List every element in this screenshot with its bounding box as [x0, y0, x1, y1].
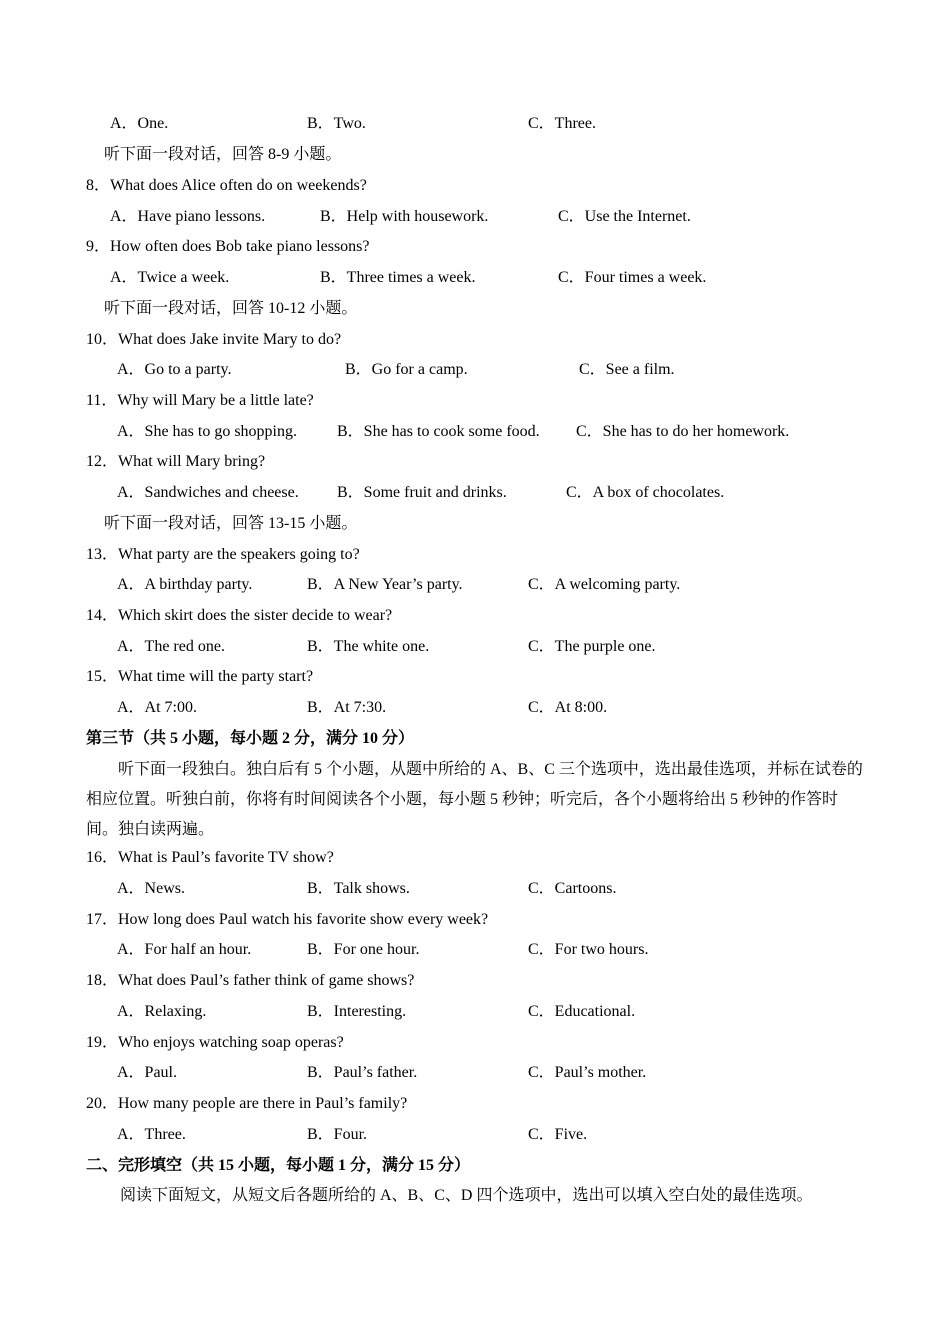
q9-option-b: B．Three times a week.	[320, 269, 476, 286]
part-2-instructions: 阅读下面短文，从短文后各题所给的 A、B、C、D 四个选项中，选出可以填入空白处的最佳选项。	[120, 1187, 813, 1204]
q18-option-a: A．Relaxing.	[117, 1003, 207, 1020]
question-14: 14．Which skirt does the sister decide to wear?	[86, 607, 393, 624]
q11-option-c: C．She has to do her homework.	[576, 423, 790, 440]
q10-option-a: A．Go to a party.	[117, 361, 232, 378]
question-13: 13．What party are the speakers going to?	[86, 546, 360, 563]
q13-option-b: B．A New Year’s party.	[307, 576, 463, 593]
q19-option-c: C．Paul’s mother.	[528, 1064, 647, 1081]
q20-option-b: B．Four.	[307, 1126, 368, 1143]
q12-option-a: A．Sandwiches and cheese.	[117, 484, 299, 501]
q17-option-a: A．For half an hour.	[117, 941, 252, 958]
q19-option-a: A．Paul.	[117, 1064, 178, 1081]
q13-option-c: C．A welcoming party.	[528, 576, 681, 593]
q18-option-b: B．Interesting.	[307, 1003, 407, 1020]
q15-option-b: B．At 7:30.	[307, 699, 387, 716]
question-11: 11．Why will Mary be a little late?	[86, 392, 314, 409]
q15-option-c: C．At 8:00.	[528, 699, 608, 716]
question-16: 16．What is Paul’s favorite TV show?	[86, 849, 334, 866]
q8-option-c: C．Use the Internet.	[558, 208, 691, 225]
q16-option-c: C．Cartoons.	[528, 880, 617, 897]
q14-option-a: A．The red one.	[117, 638, 225, 655]
q19-option-b: B．Paul’s father.	[307, 1064, 418, 1081]
part-2-title: 二、完形填空（共 15 小题，每小题 1 分，满分 15 分）	[86, 1157, 471, 1174]
question-19: 19．Who enjoys watching soap operas?	[86, 1034, 344, 1051]
q16-option-a: A．News.	[117, 880, 185, 897]
question-17: 17．How long does Paul watch his favorite show every week?	[86, 911, 489, 928]
q11-option-a: A．She has to go shopping.	[117, 423, 298, 440]
q8-option-b: B．Help with housework.	[320, 208, 489, 225]
question-20: 20．How many people are there in Paul’s family?	[86, 1095, 408, 1112]
q18-option-c: C．Educational.	[528, 1003, 636, 1020]
q7-option-b: B．Two.	[307, 115, 366, 132]
q7-option-c: C．Three.	[528, 115, 596, 132]
q17-option-c: C．For two hours.	[528, 941, 649, 958]
q13-option-a: A．A birthday party.	[117, 576, 253, 593]
question-18: 18．What does Paul’s father think of game shows?	[86, 972, 415, 989]
q7-option-a: A．One.	[110, 115, 169, 132]
q10-option-c: C．See a film.	[579, 361, 675, 378]
q12-option-b: B．Some fruit and drinks.	[337, 484, 507, 501]
q10-option-b: B．Go for a camp.	[345, 361, 468, 378]
question-15: 15．What time will the party start?	[86, 668, 314, 685]
q11-option-b: B．She has to cook some food.	[337, 423, 540, 440]
q8-option-a: A．Have piano lessons.	[110, 208, 266, 225]
dialog-instruction-8-9: 听下面一段对话，回答 8-9 小题。	[104, 146, 342, 163]
question-12: 12．What will Mary bring?	[86, 453, 266, 470]
question-8: 8．What does Alice often do on weekends?	[86, 177, 367, 194]
q9-option-a: A．Twice a week.	[110, 269, 230, 286]
q20-option-a: A．Three.	[117, 1126, 186, 1143]
q12-option-c: C．A box of chocolates.	[566, 484, 725, 501]
q15-option-a: A．At 7:00.	[117, 699, 198, 716]
dialog-instruction-10-12: 听下面一段对话，回答 10-12 小题。	[104, 300, 358, 317]
q20-option-c: C．Five.	[528, 1126, 588, 1143]
q16-option-b: B．Talk shows.	[307, 880, 410, 897]
question-9: 9．How often does Bob take piano lessons?	[86, 238, 370, 255]
q17-option-b: B．For one hour.	[307, 941, 420, 958]
section-3-title: 第三节（共 5 小题，每小题 2 分，满分 10 分）	[86, 730, 415, 747]
q9-option-c: C．Four times a week.	[558, 269, 707, 286]
question-10: 10．What does Jake invite Mary to do?	[86, 331, 342, 348]
section-3-instructions: 听下面一段独白。独白后有 5 个小题，从题中所给的 A、B、C 三个选项中，选出最佳选项，并标在试卷的相应位置。听独白前，你将有时间阅读各个小题，每小题 5 秒钟；听完后，各个小题将给出 5 秒钟的作答时间。独白读两遍。	[86, 761, 863, 838]
dialog-instruction-13-15: 听下面一段对话，回答 13-15 小题。	[104, 515, 358, 532]
q14-option-c: C．The purple one.	[528, 638, 656, 655]
q14-option-b: B．The white one.	[307, 638, 430, 655]
